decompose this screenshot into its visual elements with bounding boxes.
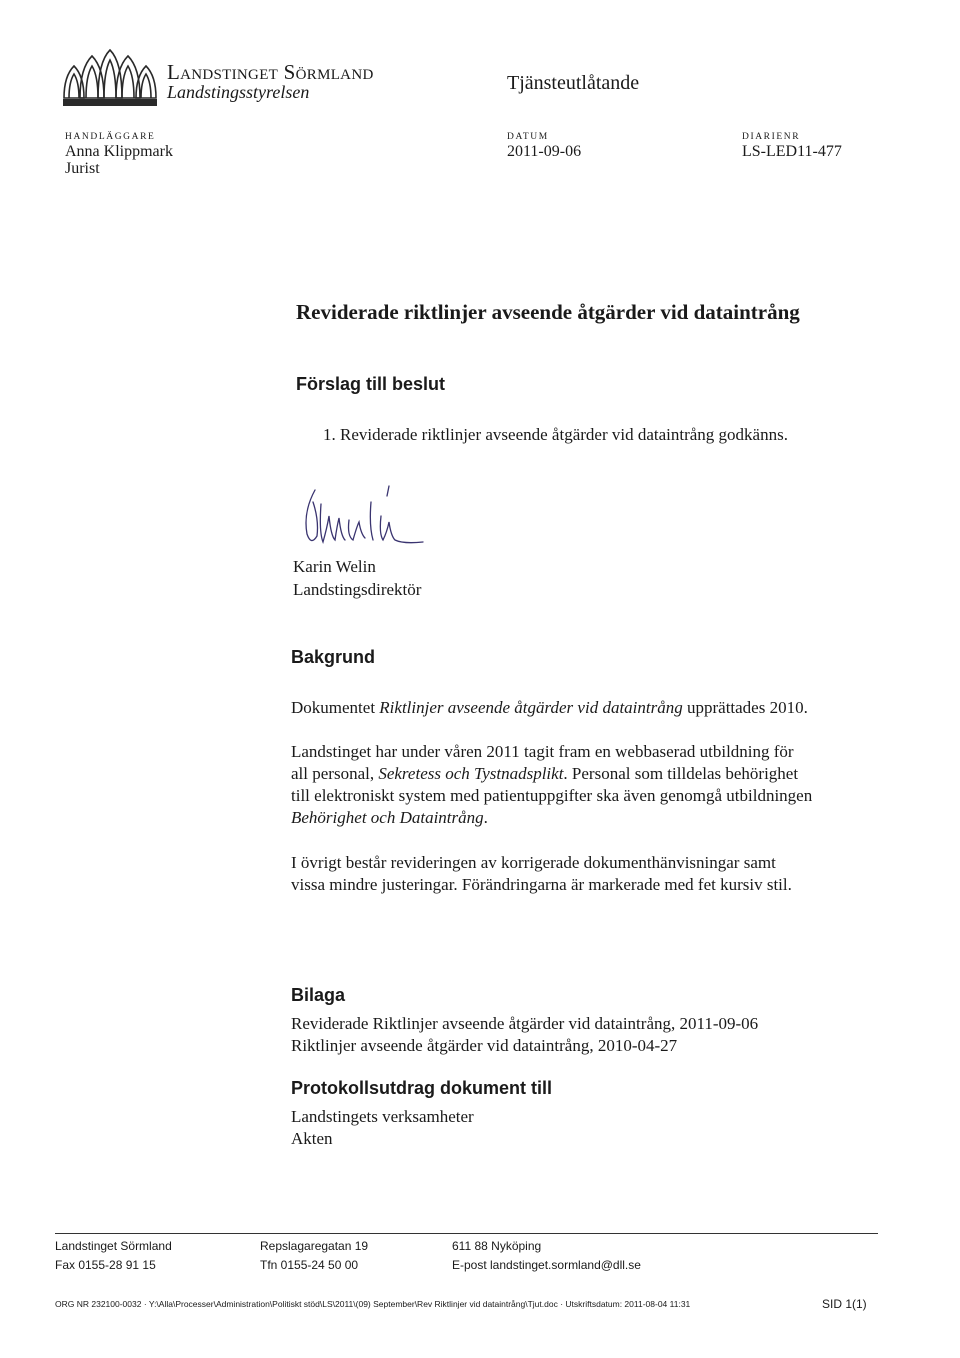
landstinget-logo bbox=[60, 48, 160, 108]
bakgrund-paragraph-2: Landstinget har under våren 2011 tagit fram en webbaserad utbildning för all personal, Sekretess och Tystnadsplikt. Personal som tilldelas behörighet till elektroniskt system med patientuppgifter ska även genomgå utbildningen Behörighet och Dataintrång. bbox=[291, 742, 813, 827]
bakgrund-heading: Bakgrund bbox=[291, 647, 376, 667]
bakgrund-paragraph-3: I övrigt består revideringen av korrigerade dokumenthänvisningar samt vissa mindre justeringar. Förändringarna är markerade med fet kursiv stil. bbox=[291, 853, 792, 894]
list-item: Landstingets verksamheter bbox=[291, 1107, 474, 1126]
page-number: SID 1(1) bbox=[822, 1297, 867, 1311]
footer-postal: 611 88 Nyköping bbox=[452, 1239, 542, 1253]
signature bbox=[285, 482, 435, 554]
forslag-heading: Förslag till beslut bbox=[296, 374, 446, 394]
org-name: Landstinget Sörmland bbox=[167, 60, 374, 84]
list-item: Reviderade Riktlinjer avseende åtgärder vid dataintrång, 2011-09-06 bbox=[291, 1014, 759, 1033]
list-item: Akten bbox=[291, 1129, 333, 1148]
protokoll-heading: Protokollsutdrag dokument till bbox=[291, 1078, 553, 1098]
signatory-title: Landstingsdirektör bbox=[293, 580, 422, 599]
footer-org: Landstinget Sörmland bbox=[55, 1239, 172, 1253]
bilaga-list bbox=[291, 1013, 758, 1057]
list-item: Riktlinjer avseende åtgärder vid dataintrång, 2010-04-27 bbox=[291, 1036, 678, 1055]
bakgrund-paragraph-1: Dokumentet Riktlinjer avseende åtgärder vid dataintrång upprättades 2010. bbox=[291, 698, 808, 717]
footer-phone: Tfn 0155-24 50 00 bbox=[260, 1258, 359, 1272]
footer-file-path: ORG NR 232100-0032 · Y:\Alla\Processer\Administration\Politiskt stöd\LS\2011\(09) September\Rev Riktlinjer vid dataintrång\Tjut.doc · Utskriftsdatum: 2011-08-04 11:31 bbox=[55, 1299, 691, 1309]
footer-fax: Fax 0155-28 91 15 bbox=[55, 1258, 156, 1272]
footer-address: Repslagaregatan 19 bbox=[260, 1239, 369, 1253]
footer-divider bbox=[55, 1233, 878, 1234]
handlaggare-label: HANDLÄGGARE bbox=[65, 132, 156, 142]
protokoll-list bbox=[291, 1106, 474, 1150]
bilaga-heading: Bilaga bbox=[291, 985, 346, 1005]
beslut-item: 1. Reviderade riktlinjer avseende åtgärder vid dataintrång godkänns. bbox=[323, 425, 788, 444]
footer-email: E-post landstinget.sormland@dll.se bbox=[452, 1258, 641, 1272]
handlaggare-name: Anna Klippmark bbox=[65, 143, 173, 160]
document-title: Reviderade riktlinjer avseende åtgärder vid dataintrång bbox=[296, 300, 800, 324]
document-type: Tjänsteutlåtande bbox=[507, 72, 640, 94]
diarienr-label: DIARIENR bbox=[742, 132, 801, 142]
datum-label: DATUM bbox=[507, 132, 549, 142]
datum-value: 2011-09-06 bbox=[507, 143, 582, 160]
handlaggare-role: Jurist bbox=[65, 160, 100, 177]
org-subtitle: Landstingsstyrelsen bbox=[167, 82, 310, 102]
diarienr-value: LS-LED11-477 bbox=[742, 143, 842, 160]
signatory-name: Karin Welin bbox=[293, 557, 376, 576]
